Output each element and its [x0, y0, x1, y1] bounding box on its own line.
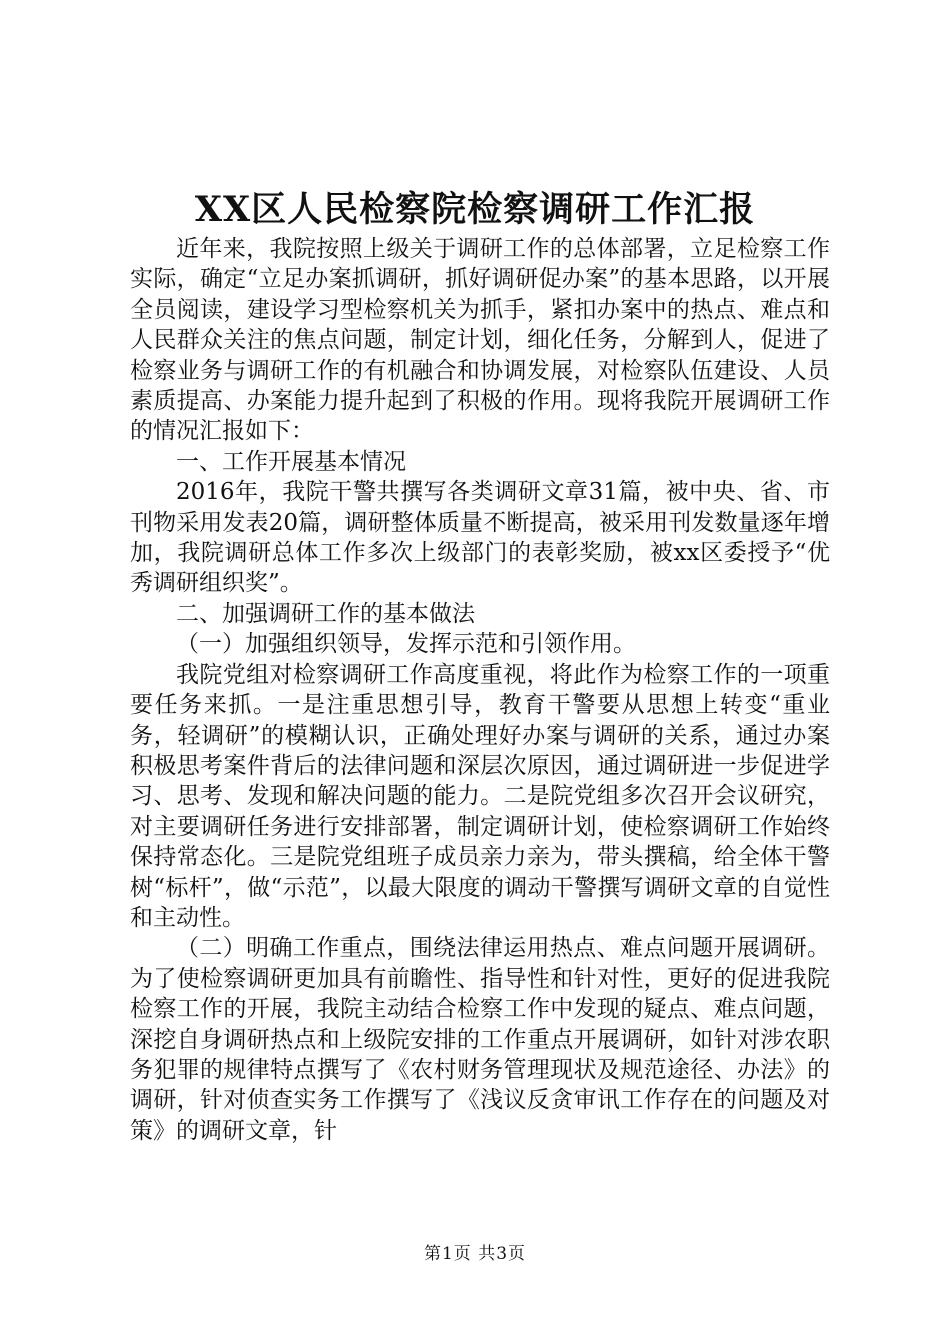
page-footer: 第1页 共3页: [423, 1244, 527, 1264]
subsection-heading-1: （一）加强组织领导，发挥示范和引领作用。: [176, 631, 636, 658]
section-heading-2: 二、加强调研工作的基本做法: [176, 600, 475, 627]
subsection-2-paragraph: （二）明确工作重点，围绕法律运用热点、难点问题开展调研。为了使检察调研更加具有前瞻性、指导性和针对性，更好的促进我院检察工作的开展，我院主动结合检察工作中发现的疑点、难点问题，深挖自身调研热点和上级院安排的工作重点开展调研，如针对涉农职务犯罪的规律特点撰写了《农村财务管理现状及规范途径、办法》的调研，针对侦查实务工作撰写了《浅议反贪审讯工作存在的问题及对策》的调研文章，针: [130, 935, 830, 1144]
subsection-1-paragraph: 我院党组对检察调研工作高度重视，将此作为检察工作的一项重要任务来抓。一是注重思想引导，教育干警要从思想上转变“重业务，轻调研”的模糊认识，正确处理好办案与调研的关系，通过办案积极思考案件背后的法律问题和深层次原因，通过调研进一步促进学习、思考、发现和解决问题的能力。二是院党组多次召开会议研究，对主要调研任务进行安排部署，制定调研计划，使检察调研工作始终保持常态化。三是院党组班子成员亲力亲为，带头撰稿，给全体干警树“标杆”，做“示范”，以最大限度的调动干警撰写调研文章的自觉性和主动性。: [130, 661, 830, 931]
section-heading-1: 一、工作开展基本情况: [176, 448, 406, 475]
document-title: XX区人民检察院检察调研工作汇报: [194, 189, 756, 230]
intro-paragraph: 近年来，我院按照上级关于调研工作的总体部署，立足检察工作实际，确定“立足办案抓调研，抓好调研促办案”的基本思路，以开展全员阅读，建设学习型检察机关为抓手，紧扣办案中的热点、难点和人民群众关注的焦点问题，制定计划，细化任务，分解到人，促进了检察业务与调研工作的有机融合和协调发展，对检察队伍建设、人员素质提高、办案能力提升起到了积极的作用。现将我院开展调研工作的情况汇报如下：: [130, 236, 830, 445]
section-1-paragraph: 2016年，我院干警共撰写各类调研文章31篇，被中央、省、市刊物采用发表20篇，调研整体质量不断提高，被采用刊发数量逐年增加，我院调研总体工作多次上级部门的表彰奖励，被xx区委授予“优秀调研组织奖”。: [130, 479, 830, 597]
document-body: [130, 234, 830, 1146]
